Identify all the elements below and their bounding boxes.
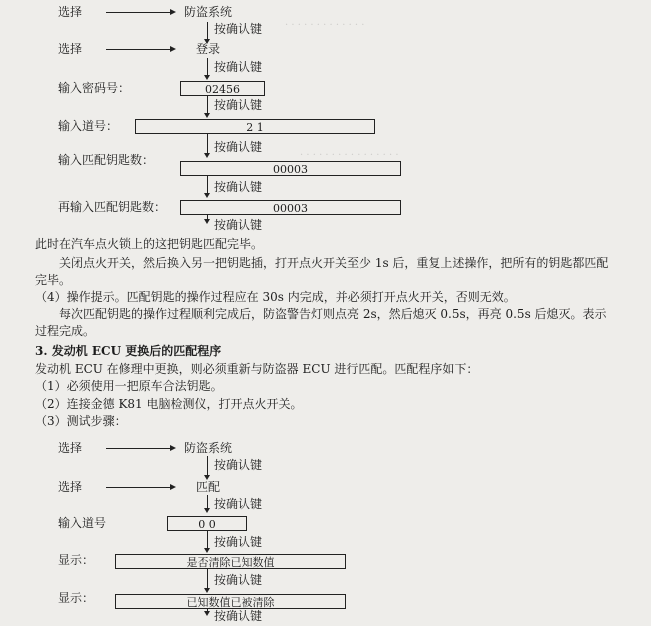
bleed-through-text: · · · · · · · · · · · · · [285,20,365,31]
display-cleared-box: 已知数值已被清除 [115,594,346,609]
flow1-confirm-note: 按确认键 [214,218,263,232]
paragraph: 每次匹配钥匙的操作过程顺利完成后，防盗警告灯则点亮 2s，然后熄灭 0.5s，再亮 0.5s 后熄灭。表示过程完成。 [35,307,607,338]
flow2-road-value-box: 0 0 [167,516,247,531]
list-item: （3）测试步骤： [35,414,127,428]
flow2-confirm-note: 按确认键 [214,458,263,472]
password-label: 输入密码号： [58,81,131,95]
flow2-target-antitheft: 防盗系统 [184,441,233,455]
display-label-2: 显示： [58,591,95,605]
flow1-down-arrow [204,96,211,118]
flow1-down-arrow [204,215,211,224]
re-key-count-label: 再输入匹配钥匙数： [58,200,167,214]
flow1-down-arrow [204,22,211,44]
flow1-confirm-note: 按确认键 [214,22,263,36]
flow1-confirm-note: 按确认键 [214,60,263,74]
road-value-box: 2 1 [135,119,375,134]
flow2-right-arrow [106,445,176,452]
flow2-down-arrow [204,456,211,480]
key-count-label: 输入匹配钥匙数： [58,153,155,167]
flow2-right-arrow-2 [106,484,176,491]
flow2-down-arrow [204,609,211,616]
flow2-down-arrow [204,495,211,513]
flow2-select-label-2: 选择 [58,480,83,494]
paragraph: 发动机 ECU 在修理中更换，则必须重新与防盗器 ECU 进行匹配。匹配程序如下： [35,362,479,376]
paragraph: （4）操作提示。匹配钥匙的操作过程应在 30s 内完成，并必须打开点火开关，否则无效。 [35,290,516,304]
flow2-confirm-note: 按确认键 [214,497,263,511]
road-label: 输入道号： [58,119,119,133]
flow2-road-label: 输入道号 [58,516,107,530]
paragraph: 关闭点火开关，然后换入另一把钥匙插，打开点火开关至少 1s 后，重复上述操作，把所有的钥匙都匹配完毕。 [35,256,609,287]
flow1-target-login: 登录 [196,42,221,56]
flow2-confirm-note: 按确认键 [214,535,263,549]
display-clear-prompt-box: 是否清除已知数值 [115,554,346,569]
flow2-target-match: 匹配 [196,480,221,494]
display-label: 显示： [58,553,95,567]
paragraph: 此时在汽车点火锁上的这把钥匙匹配完毕。 [35,237,264,251]
key-count-box: 00003 [180,161,401,176]
flow2-confirm-note: 按确认键 [214,573,263,587]
password-value-box: 02456 [180,81,265,96]
list-item: （2）连接金德 K81 电脑检测仪，打开点火开关。 [35,397,303,411]
flow1-down-arrow [204,134,211,158]
flow1-target-antitheft: 防盗系统 [184,5,233,19]
flow1-down-arrow [204,58,211,80]
flow1-confirm-note: 按确认键 [214,98,263,112]
flow1-right-arrow-2 [106,46,176,53]
re-key-count-box: 00003 [180,200,401,215]
bleed-through-text: · · · · · · · · · · · · · · · · [300,150,399,161]
flow1-select-label: 选择 [58,5,83,19]
flow1-confirm-note: 按确认键 [214,180,263,194]
section-heading: 3. 发动机 ECU 更换后的匹配程序 [35,344,222,358]
flow2-select-label: 选择 [58,441,83,455]
flow1-right-arrow [106,9,176,16]
list-item: （1）必须使用一把原车合法钥匙。 [35,379,223,393]
flow2-down-arrow [204,569,211,593]
flow2-down-arrow [204,531,211,553]
flow1-down-arrow [204,176,211,198]
flow1-confirm-note: 按确认键 [214,140,263,154]
flow1-select-label-2: 选择 [58,42,83,56]
flow2-confirm-note: 按确认键 [214,609,263,623]
